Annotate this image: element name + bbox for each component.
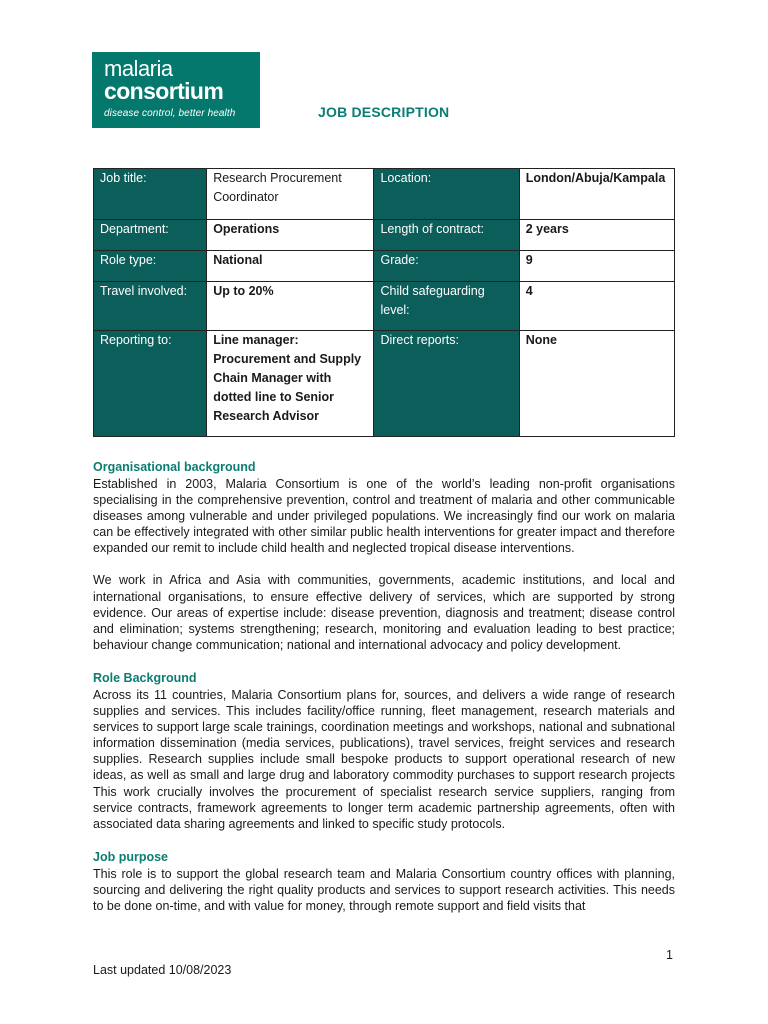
role-background-paragraph: Across its 11 countries, Malaria Consortium plans for, sources, and delivers a wide range of research supplies and services. This includes facility/office running, fleet management, research materials and services to support large scale trainings, coordination meetings and workshops, national and subnational information dissemination (media services, publications), travel services, freight services and research supplies. Research supplies include small bespoke products to support operational research of new ideas, as well as small and large drug and laboratory commodity purchases to support research projects This work crucially involves the procurement of specialist research service suppliers, ranging from service contracts, framework agreements to longer term academic partnership agreements, often with associated data sharing agreements and linked to specific study protocols. — [93, 687, 675, 831]
travel-label: Travel involved: — [94, 282, 207, 331]
org-background-paragraph-2: We work in Africa and Asia with communities, governments, academic institutions, and local and international organisations, to ensure effective delivery of services, which are supported by strong evidence. Our areas of expertise include: disease prevention, diagnosis and treatment; disease control and elimination; systems strengthening; research, monitoring and evaluation leading to best practice; behaviour change communication; national and international advocacy and policy development. — [93, 573, 675, 652]
direct-reports-label: Direct reports: — [374, 331, 519, 437]
logo-line-2: consortium — [104, 78, 224, 104]
contract-value: 2 years — [519, 220, 674, 251]
document-title: JOB DESCRIPTION — [318, 104, 450, 120]
malaria-consortium-logo — [92, 52, 260, 128]
location-value: London/Abuja/Kampala — [519, 169, 674, 220]
job-info-table — [93, 168, 675, 437]
last-updated-footer: Last updated 10/08/2023 — [93, 963, 232, 977]
org-background-heading: Organisational background — [93, 460, 256, 474]
logo-line-1: malaria — [104, 56, 173, 81]
page-number: 1 — [666, 948, 673, 962]
grade-value: 9 — [519, 251, 674, 282]
job-description-body — [93, 458, 675, 914]
org-background-paragraph-1: Established in 2003, Malaria Consortium is one of the world’s leading non-profit organisations specialising in the comprehensive prevention, control and treatment of malaria and other communicable diseases among vulnerable and under privileged populations. We increasingly find our work on malaria can be effectively integrated with other similar public health interventions for greater impact and therefore expanded our remit to include child health and neglected tropical disease interventions. — [93, 477, 675, 556]
table-row — [94, 220, 675, 251]
job-title-label: Job title: — [94, 169, 207, 220]
safeguarding-value: 4 — [519, 282, 674, 331]
location-label: Location: — [374, 169, 519, 220]
table-row — [94, 282, 675, 331]
contract-label: Length of contract: — [374, 220, 519, 251]
job-purpose-paragraph: This role is to support the global research team and Malaria Consortium country offices with planning, sourcing and delivering the right quality products and services to support research activities. This needs to be done on-time, and with value for money, through remote support and field visits that — [93, 866, 675, 913]
reporting-value: Line manager: Procurement and Supply Chain Manager with dotted line to Senior Research Advisor — [207, 331, 374, 437]
job-title-value: Research Procurement Coordinator — [207, 169, 374, 220]
direct-reports-value: None — [519, 331, 674, 437]
table-row — [94, 169, 675, 220]
travel-value: Up to 20% — [207, 282, 374, 331]
safeguarding-label: Child safeguarding level: — [374, 282, 519, 331]
table-row — [94, 331, 675, 437]
role-type-label: Role type: — [94, 251, 207, 282]
table-row — [94, 251, 675, 282]
department-label: Department: — [94, 220, 207, 251]
role-type-value: National — [207, 251, 374, 282]
reporting-label: Reporting to: — [94, 331, 207, 437]
grade-label: Grade: — [374, 251, 519, 282]
logo-tagline: disease control, better health — [104, 108, 236, 119]
role-background-heading: Role Background — [93, 670, 197, 685]
department-value: Operations — [207, 220, 374, 251]
job-purpose-heading: Job purpose — [93, 849, 169, 864]
